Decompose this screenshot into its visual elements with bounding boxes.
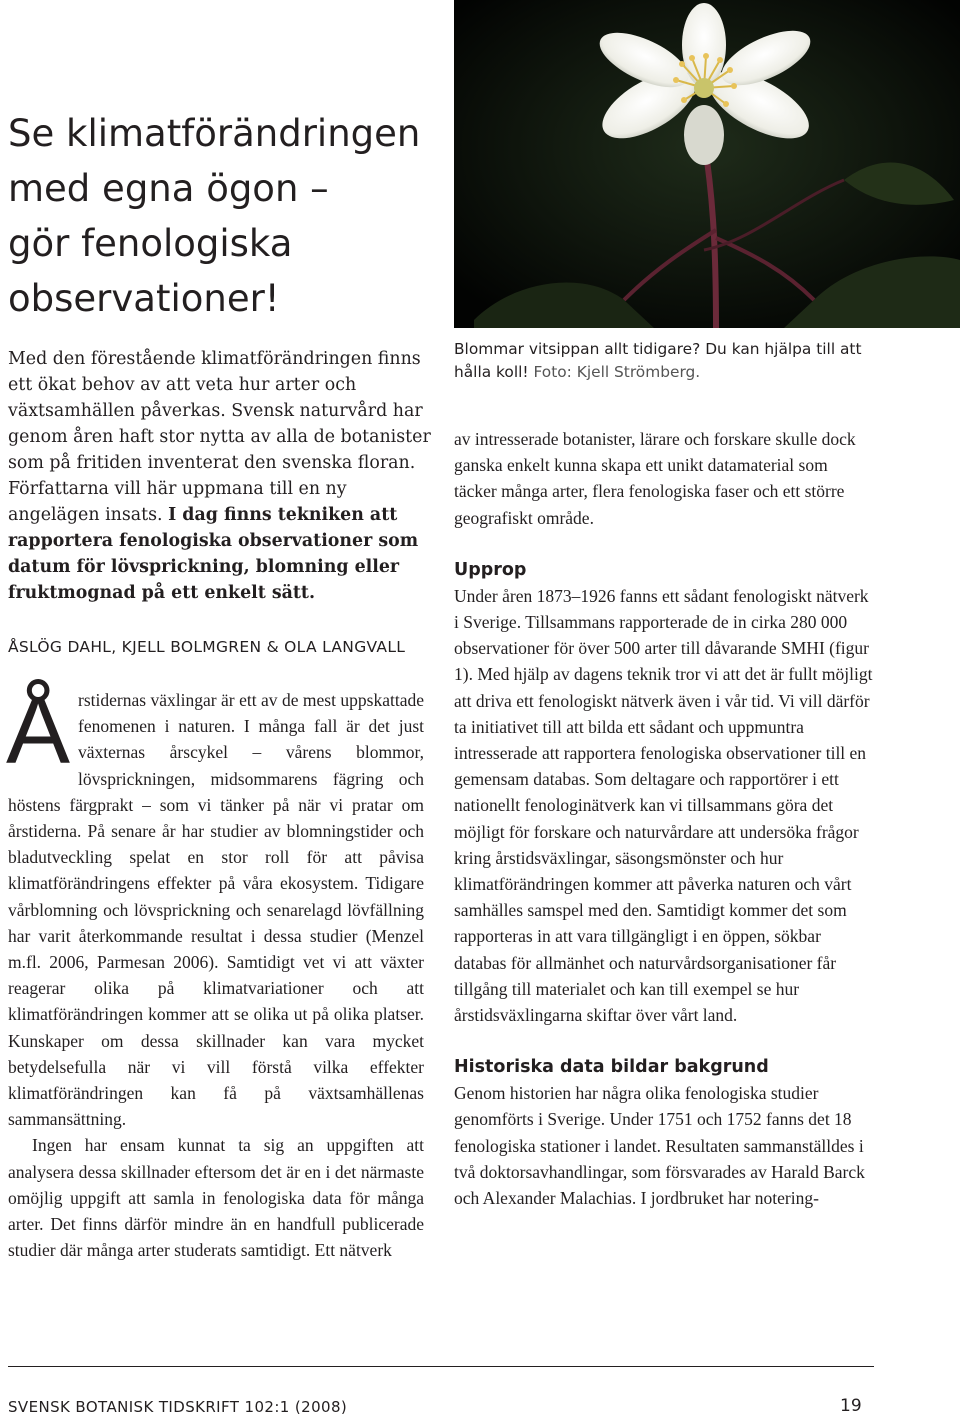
page-number: 19 — [840, 1396, 862, 1416]
subhead-upprop: Upprop — [454, 559, 527, 580]
author-byline: ÅSLÖG DAHL, KJELL BOLMGREN & OLA LANGVALL — [8, 638, 406, 656]
right-paragraph-1: av intresserade botanister, lärare och forskare skulle dock ganska enkelt kunna skapa ett unikt datamaterial som täcker många arter, flera fenologiska faser och ett större geografiskt område. — [454, 429, 856, 528]
journal-footer: SVENSK BOTANISK TIDSKRIFT 102:1 (2008) — [8, 1398, 348, 1416]
right-column — [454, 426, 874, 1211]
caption-text: Blommar vitsippan allt tidigare? Du kan hjälpa till att hålla koll! — [454, 340, 862, 381]
wood-anemone-photo — [454, 0, 960, 328]
subhead-historiska-data: Historiska data bildar bakgrund — [454, 1057, 769, 1078]
photo-credit: Foto: Kjell Strömberg. — [533, 363, 701, 381]
right-paragraph-2: Under åren 1873–1926 fanns ett sådant fenologiskt nätverk i Sverige. Tillsammans rapporterade de in cirka 280 000 observationer för över 500 arter till dåvarande SMHI (figur 1). Med hjälp av dagens teknik tror vi att det är fullt möjligt att driva ett fenologiskt nätverk även i vår tid. Vi vill därför ta initiativet till att bilda ett sådant och uppmuntra intresserade att rapportera fenologiska observationer till en gemensam databas. Som deltagare och rapportörer i ett nationellt fenologinätverk kan vi tillsammans göra det möjligt för forskare och naturvårdare att undersöka frågor kring årstidsväxlingar, säsongsmönster och hur klimatförändringen kommer att påverka naturen och vårt samhälles samspel med den. Samtidigt kommer det som rapporteras in att vara tillgängligt i en öppen, sökbar databas för allmänhet och naturvårdsorganisationer får tillgång till materialet och kan till exempel se hur årstidsväxlingarna skiftar över vårt land. — [454, 585, 873, 1026]
body-paragraph-1 — [6, 677, 424, 1132]
right-paragraph-3: Genom historien har några olika fenologiska studier genomförts i Sverige. Under 1751 och 1752 fanns det 18 fenologiska stationer i landet. Resultaten sammanställdes i två doktorsavhandlingar, som försvarades av Harald Barck och Alexander Malachias. I jordbruket har notering- — [454, 1083, 865, 1209]
article-headline: Se klimatförändringen med egna ögon – gör fenologiska observationer! — [8, 112, 421, 320]
drop-cap: Å — [6, 677, 71, 784]
lead-bold-text: I dag finns tekniken att rapportera fenologiska observationer som datum för lövsprickning, blomning eller fruktmognad på ett enkelt sätt. — [8, 505, 419, 603]
left-column — [6, 677, 424, 1263]
footer-rule — [8, 1366, 874, 1367]
photo-caption — [454, 338, 874, 384]
lead-text: Med den förestående klimatförändringen finns ett ökat behov av att veta hur arter och växtsamhällen påverkas. Svensk naturvård har genom åren haft stor nytta av alla de botanister som på fritiden inventerat den svenska floran. Författarna vill här uppmana till en ny angelägen insats. — [8, 349, 431, 525]
lead-paragraph — [8, 346, 440, 606]
body-paragraph-2: Ingen har ensam kunnat ta sig an uppgiften att analysera dessa skillnader eftersom det är en i det närmaste omöjlig uppgift att samla in fenologiska data för många arter. Det finns därför mindre än en handfull publicerade studier där många arter studerats samtidigt. Ett nätverk — [8, 1135, 424, 1261]
body-paragraph-1-text: rstidernas växlingar är ett av de mest uppskattade fenomenen i naturen. I många fall är det just växternas årscykel – vårens blommor, lövsprickningen, midsommarens fägring och höstens färgprakt – som vi tänker på när vi pratar om årstiderna. På senare år har studier av blomningstider och bladutveckling spelat en stor roll för att påvisa klimatförändringens effekter på våra ekosystem. Tidigare vårblomning och lövsprickning och senarelagd lövfällning har varit återkommande resultat i dessa studier (Menzel m.fl. 2006, Parmesan 2006). Samtidigt vet vi att växter reagerar olika på klimatvariationer och att klimatförändringen kommer att se olika ut på olika platser. Kunskaper om dessa skillnader kan vara mycket betydelsefulla när vi vill förstå vilka effekter klimatförändringen kan få på växtsamhällenas sammansättning. — [8, 690, 424, 1130]
anemone-flower-illustration — [454, 0, 960, 328]
